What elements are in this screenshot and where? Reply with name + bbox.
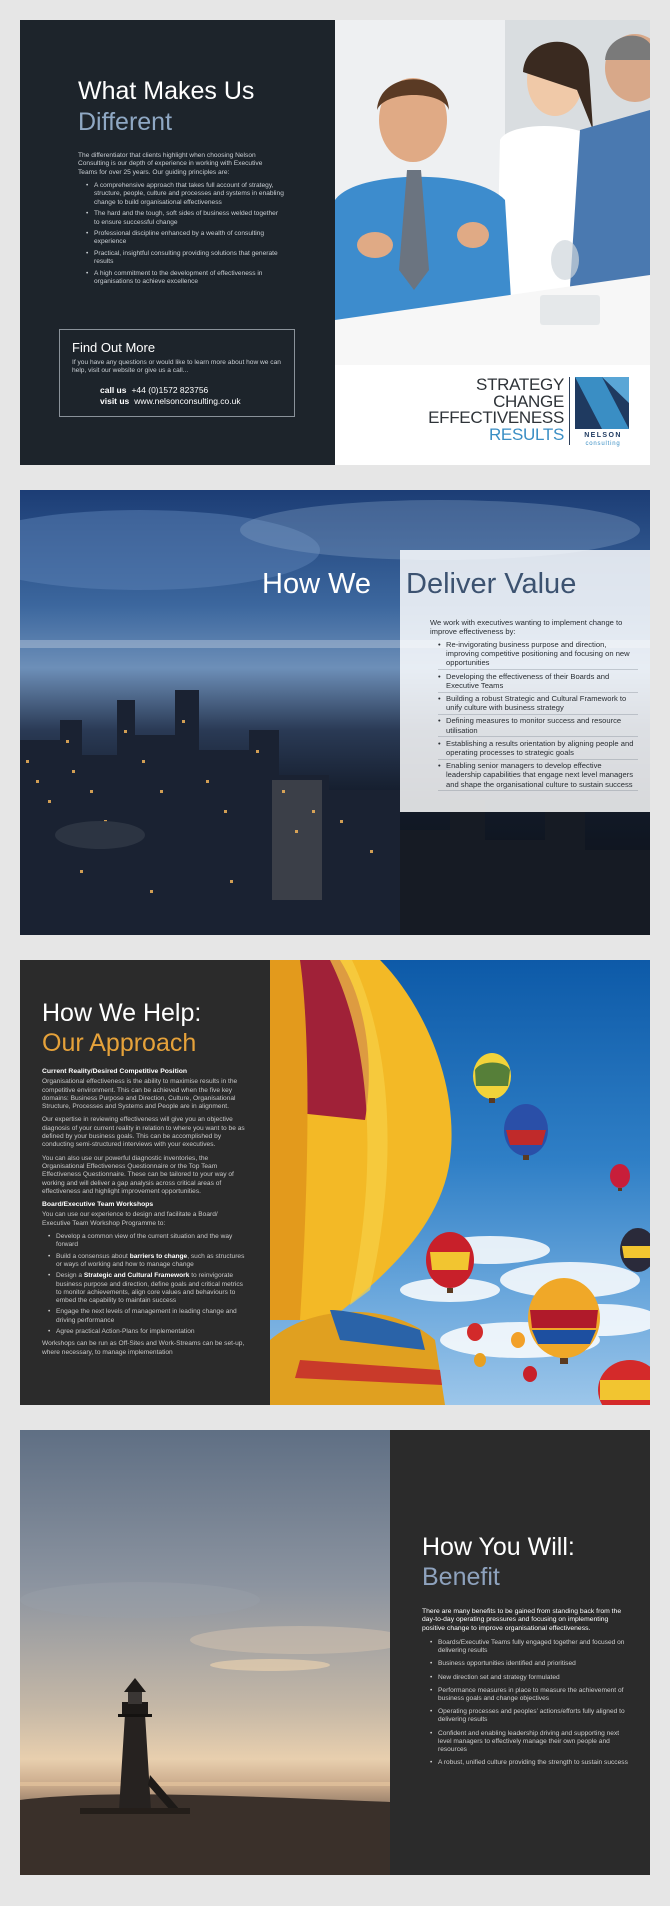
- workshop-list: [48, 1233, 248, 1336]
- lighthouse-sunset-photo: [20, 1430, 390, 1875]
- hot-air-balloons-photo: [270, 960, 650, 1405]
- list-item: • A high commitment to the development of effectiveness in organisations to achieve excellence: [86, 270, 284, 287]
- title-part-1: How We: [262, 568, 372, 600]
- title-line-2: Our Approach: [42, 1029, 197, 1057]
- panel-title: [78, 76, 254, 138]
- list-item: • Developing the effectiveness of their Boards and Executive Teams: [438, 672, 638, 693]
- intro-text: There are many benefits to be gained from standing back from the day-to-day operating pressures and focusing on implementing positive change to improve organisational effectiveness.: [422, 1608, 622, 1632]
- principles-list: [86, 182, 284, 289]
- intro-text: The differentiator that clients highlight when choosing Nelson Consulting is our depth of experience in working with Executive Teams for over 25 years. Our guiding principles are:: [78, 152, 263, 176]
- list-item: • Develop a common view of the current situation and the way forward: [48, 1233, 248, 1250]
- list-item: • Practical, insightful consulting providing solutions that generate results: [86, 250, 284, 267]
- list-item: • Professional discipline enhanced by a wealth of consulting experience: [86, 230, 284, 247]
- benefits-list: [430, 1639, 630, 1772]
- logo-subtitle: consulting: [585, 441, 621, 447]
- tagline-change: CHANGE: [493, 391, 564, 411]
- lighthouse-illustration: [20, 1430, 390, 1875]
- list-item: • The hard and the tough, soft sides of business welded together to ensure successful change: [86, 210, 284, 227]
- list-item: • Boards/Executive Teams fully engaged together and focused on delivering results: [430, 1639, 630, 1655]
- list-item: • Re-invigorating business purpose and direction, improving competitive positioning and focusing on new opportunities: [438, 640, 638, 670]
- paragraph: You can also use our powerful diagnostic inventories, the Organisational Effectiveness Questionnaire or the Top Team Effectiveness Questionnaire. These can be tailored to your way of working and will deliver a gap analysis across critical areas of effectiveness and highlight improvement opportunities.: [42, 1154, 234, 1195]
- list-item: • Business opportunities identified and prioritised: [430, 1660, 630, 1668]
- title-line-1: How We Help:: [42, 999, 202, 1027]
- title-line-2: Benefit: [422, 1563, 500, 1591]
- call-label: call us: [100, 385, 127, 396]
- list-item: • Defining measures to monitor success and resource utilisation: [438, 716, 638, 737]
- list-item: • Enabling senior managers to develop effective leadership capabilities that engage next level managers and shape the organisational culture to sustain success: [438, 761, 638, 791]
- list-item: • Performance measures in place to measure the achievement of business goals and change objectives: [430, 1687, 630, 1703]
- business-meeting-photo: [335, 20, 650, 365]
- dark-text-column: [390, 1430, 650, 1875]
- panel-how-we-deliver-value: [20, 490, 650, 935]
- tagline-strategy: STRATEGY: [476, 375, 564, 394]
- panel-how-you-will-benefit: [20, 1430, 650, 1875]
- paragraph: You can use our experience to design and facilitate a Board/ Executive Team Workshop Programme to:: [42, 1211, 218, 1227]
- section-heading: Board/Executive Team Workshops: [42, 1201, 154, 1209]
- paragraph: Workshops can be run as Off-Sites and Work-Streams can be set-up, where necessary, to manage implementation: [42, 1340, 245, 1356]
- title-line-1: How You Will:: [422, 1533, 575, 1561]
- lead-text: We work with executives wanting to implement change to improve effectiveness by:: [430, 618, 623, 637]
- tagline-results: RESULTS: [488, 424, 564, 444]
- nelson-logo-icon: [575, 377, 629, 429]
- list-item: • A comprehensive approach that takes full account of strategy, structure, people, culture and processes and systems in enabling change to build organisational effectiveness: [86, 182, 284, 207]
- dark-text-column: [20, 960, 270, 1405]
- list-item: • Building a robust Strategic and Cultural Framework to unify culture with business strategy: [438, 694, 638, 715]
- meeting-illustration: [335, 20, 650, 365]
- dark-text-column: [20, 20, 335, 465]
- list-item: • Establishing a results orientation by aligning people and operating processes to strategic goals: [438, 739, 638, 760]
- panel-title: [422, 1532, 575, 1592]
- title-part-2: Deliver Value: [406, 568, 577, 600]
- logo-name: NELSON: [584, 432, 622, 439]
- list-item: • Confident and enabling leadership driving and supporting next level managers to effectively manage their own people and resources: [430, 1730, 630, 1755]
- find-out-more-title: Find Out More: [72, 340, 156, 355]
- phone-number[interactable]: +44 (0)1572 823756: [131, 385, 209, 396]
- list-item: • Design a Strategic and Cultural Framework to reinvigorate business purpose and direction, define goals and critical metrics to monitor achievements, align core values and behaviours to embed the capability to maintain success: [48, 1272, 248, 1305]
- panel-title: [42, 998, 201, 1058]
- title-line-2: Different: [78, 108, 173, 136]
- paragraph: Organisational effectiveness is the ability to maximise results in the competitive environment. This can be achieved when the five key domains: Business Purpose and Direction, Culture, Organisational Structure, Processes and Systems and People are in alignment.: [42, 1078, 238, 1111]
- tagline: [428, 377, 564, 443]
- find-out-more-text: If you have any questions or would like to learn more about how we can help, visit our website or give us a call...: [72, 359, 281, 375]
- approach-body: [42, 1068, 248, 1362]
- section-heading: Current Reality/Desired Competitive Position: [42, 1068, 188, 1075]
- paragraph: Our expertise in reviewing effectiveness will give you an objective diagnosis of your current reality in relation to where you want to be as defined by your business goals. This can be accomplished by conducting semi-structured interviews with your executives.: [42, 1116, 245, 1149]
- list-item: • Operating processes and peoples' actions/efforts fully aligned to delivering results: [430, 1708, 630, 1724]
- title-line-1: What Makes Us: [78, 77, 255, 105]
- brand-strip: [335, 365, 650, 465]
- list-item: • Agree practical Action-Plans for implementation: [48, 1328, 248, 1336]
- tagline-effectiveness: EFFECTIVENESS: [428, 408, 564, 427]
- website-link[interactable]: www.nelsonconsulting.co.uk: [134, 396, 241, 407]
- list-item: • A robust, unified culture providing the strength to sustain success: [430, 1759, 630, 1767]
- list-item: • Engage the next levels of management in leading change and driving performance: [48, 1308, 248, 1325]
- visit-label: visit us: [100, 396, 130, 407]
- contact-block: [72, 385, 282, 407]
- list-item: • New direction set and strategy formulated: [430, 1674, 630, 1682]
- value-list: [438, 640, 638, 793]
- panel-how-we-help: [20, 960, 650, 1405]
- divider: [569, 377, 570, 445]
- panel-what-makes-us-different: [20, 20, 650, 465]
- find-out-more-box: [59, 329, 295, 417]
- list-item: • Build a consensus about barriers to change, such as structures or ways of working and how to manage change: [48, 1253, 248, 1270]
- balloons-illustration: [270, 960, 650, 1405]
